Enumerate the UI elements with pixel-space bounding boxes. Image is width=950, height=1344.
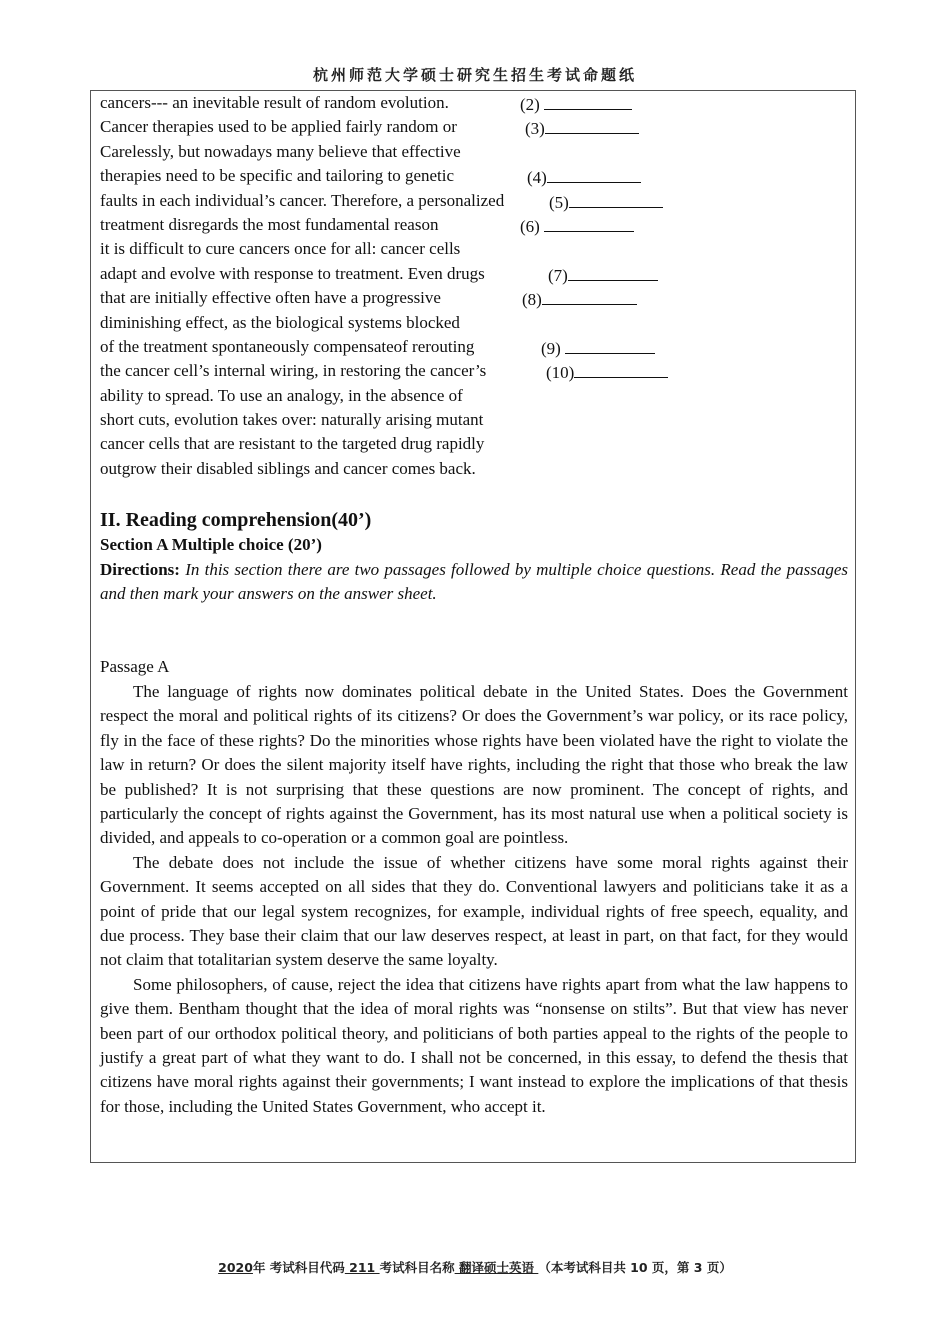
page-footer xyxy=(0,1258,950,1276)
cloze-line-text: ability to spread. To use an analogy, in the absence of xyxy=(100,385,463,405)
cloze-line-text: outgrow their disabled siblings and cancer comes back. xyxy=(100,458,476,478)
cloze-line xyxy=(100,311,848,335)
passage-label: Passage A xyxy=(100,657,170,677)
cloze-line-text: Carelessly, but nowadays many believe that effective xyxy=(100,141,461,161)
answer-blank xyxy=(546,359,668,385)
cloze-line-text: adapt and evolve with response to treatment. Even drugs xyxy=(100,263,485,283)
cloze-line xyxy=(100,457,848,481)
cloze-line-text: treatment disregards the most fundamental reason xyxy=(100,214,439,234)
footer-year: 2020 xyxy=(218,1260,253,1275)
footer-page-info: （本考试科目共 10 页，第 3 页） xyxy=(538,1260,732,1275)
subsection-title: Section A Multiple choice (20’) xyxy=(100,535,322,555)
answer-blank xyxy=(548,262,658,288)
cloze-line xyxy=(100,335,848,359)
blank-number: (10) xyxy=(546,363,575,383)
cloze-line-text: of the treatment spontaneously compensateof rerouting xyxy=(100,336,475,356)
blank-number: (8) xyxy=(522,290,542,310)
blank-underline xyxy=(544,213,634,232)
cloze-line-text: Cancer therapies used to be applied fairly random or xyxy=(100,117,457,137)
answer-blank xyxy=(525,115,639,141)
cloze-line-text: therapies need to be specific and tailoring to genetic xyxy=(100,166,455,186)
page-header-title: 杭州师范大学硕士研究生招生考试命题纸 xyxy=(312,66,637,84)
blank-underline xyxy=(547,164,641,183)
blank-underline xyxy=(569,189,663,208)
cloze-line xyxy=(100,359,848,383)
cloze-line-text: that are initially effective often have a progressive xyxy=(100,288,441,308)
cloze-line-text: the cancer cell’s internal wiring, in restoring the cancer’s xyxy=(100,361,487,381)
blank-number: (7) xyxy=(548,265,568,285)
footer-subject-name: 翻译硕士英语 xyxy=(454,1260,539,1275)
passage-paragraph: The debate does not include the issue of whether citizens have some moral rights against their Government. It seems accepted on all sides that they do. Conventional lawyers and politicians take it as a point of pride that our legal system recognizes, for example, individual rights of free speech, equality, and due process. They base their claim that our law deserves respect, at least in part, on that fact, for they would not claim that totalitarian system deserve the same loyalty. xyxy=(100,852,848,970)
cloze-line xyxy=(100,286,848,310)
cloze-line xyxy=(100,140,848,164)
cloze-line-text: faults in each individual’s cancer. Therefore, a personalized xyxy=(100,190,505,210)
cloze-line xyxy=(100,237,848,261)
footer-code-label: 年 考试科目代码 xyxy=(252,1260,345,1275)
cloze-line-text: short cuts, evolution takes over: naturally arising mutant xyxy=(100,410,484,430)
blank-underline xyxy=(568,262,658,281)
answer-blank xyxy=(549,189,663,215)
directions-text: In this section there are two passages followed by multiple choice questions. Read the passages and then mark your answers on the answer sheet. xyxy=(100,559,848,604)
cloze-line-text: cancer cells that are resistant to the targeted drug rapidly xyxy=(100,434,485,454)
cloze-line xyxy=(100,91,848,115)
blank-number: (9) xyxy=(541,338,566,358)
answer-blank xyxy=(520,213,634,239)
cloze-line xyxy=(100,164,848,188)
cloze-line xyxy=(100,384,848,408)
blank-underline xyxy=(574,359,668,378)
footer-code: 211 xyxy=(344,1260,380,1275)
answer-blank xyxy=(522,286,637,312)
cloze-line xyxy=(100,262,848,286)
blank-underline xyxy=(545,115,639,134)
directions-label: Directions: xyxy=(100,559,180,579)
cloze-line-text: cancers--- an inevitable result of random evolution. xyxy=(100,93,449,112)
exam-content xyxy=(100,91,848,1119)
answer-blank xyxy=(520,91,632,117)
exam-content-frame xyxy=(90,90,856,1163)
cloze-line-text: diminishing effect, as the biological systems blocked xyxy=(100,312,460,332)
blank-underline xyxy=(544,91,632,110)
cloze-line xyxy=(100,115,848,139)
blank-number: (5) xyxy=(549,192,569,212)
cloze-line xyxy=(100,408,848,432)
blank-number: (2) xyxy=(520,95,545,114)
directions xyxy=(100,558,848,607)
cloze-line xyxy=(100,432,848,456)
cloze-line xyxy=(100,189,848,213)
blank-number: (3) xyxy=(525,119,545,139)
cloze-line-text: it is difficult to cure cancers once for all: cancer cells xyxy=(100,239,461,259)
answer-blank xyxy=(527,164,641,190)
passage-paragraph: The language of rights now dominates political debate in the United States. Does the Government respect the moral and political rights of its citizens? Or does the Government’s war policy, or its race policy, fly in the face of these rights? Do the minorities whose rights have been violated have the right to violate the law in return? Or does the silent majority itself have rights, including the right that those who break the law be published? It is not surprising that these questions are now prominent. The concept of rights, and particularly the concept of rights against the Government, has its most natural use when a political society is divided, and appeals to co-operation or a common goal are pointless. xyxy=(100,681,848,848)
blank-number: (6) xyxy=(520,216,545,236)
blank-underline xyxy=(565,335,655,354)
cloze-passage xyxy=(100,91,848,481)
answer-blank xyxy=(541,335,655,361)
section-title: II. Reading comprehension(40’) xyxy=(100,509,372,532)
passage-paragraph: Some philosophers, of cause, reject the idea that citizens have rights apart from what the law happens to give them. Bentham thought that the idea of moral rights was “nonsense on stilts”. But that view has never been part of our orthodox political theory, and politicians of both parties appeal to the rights of the people to justify a great part of what they want to do. I shall not be concerned, in this essay, to defend the thesis that citizens have moral rights against their governments; I want instead to explore the implications of that thesis for those, including the United States Government, who accept it. xyxy=(100,974,848,1116)
blank-underline xyxy=(542,286,637,305)
cloze-line xyxy=(100,213,848,237)
footer-name-label: 考试科目名称 xyxy=(379,1260,455,1275)
blank-number: (4) xyxy=(527,168,547,188)
